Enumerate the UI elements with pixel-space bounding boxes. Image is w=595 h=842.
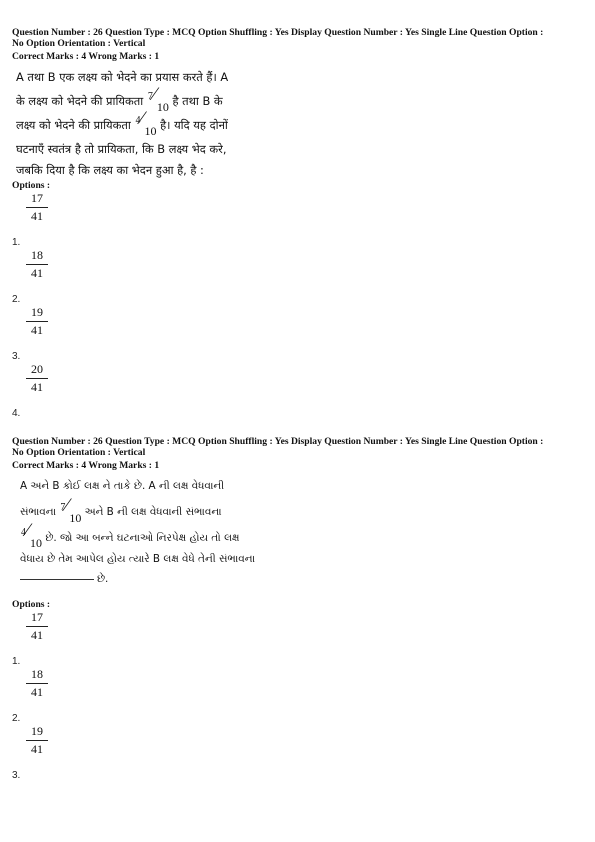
question-block-gujarati [12, 437, 586, 781]
fraction-slash: ⁄ [152, 84, 157, 106]
option-number: 3. [12, 351, 21, 363]
question-line-5 [20, 569, 282, 589]
fraction-bar [26, 321, 48, 322]
question-line-1: A અને B કોઈ લક્ષ ને તાકે છે. A ની લક્ષ વેધવાની [20, 480, 225, 493]
fraction-bar [26, 683, 48, 684]
fraction-denominator: 10 [30, 536, 42, 551]
fraction-4-10 [134, 108, 157, 139]
option-denominator: 41 [31, 266, 43, 281]
question-line-2-start: સંભાવના [20, 506, 57, 519]
fraction-bar [26, 207, 48, 208]
fraction-slash: ⁄ [140, 108, 144, 130]
question-line-5: जबकि दिया है कि लक्ष्य का भेदन हुआ है, है : [16, 163, 204, 178]
question-header-line1: Question Number : 26 Question Type : MCQ Option Shuffling : Yes Display Question Number : Yes Single Line Question Option : [12, 27, 544, 38]
option-number: 4. [12, 408, 21, 420]
option-numerator: 19 [31, 305, 43, 320]
fraction-4-10 [20, 520, 42, 551]
option-denominator: 41 [31, 742, 43, 757]
question-header-line2: No Option Orientation : Vertical [12, 446, 146, 458]
option-numerator: 20 [31, 362, 43, 377]
fraction-denominator: 10 [144, 124, 157, 139]
question-text [16, 65, 278, 180]
question-line-3-end: છે. જો આ બન્ને ઘટનાઓ નિરપેક્ષ હોય તો લક્ષ [45, 532, 240, 545]
option-numerator: 17 [31, 191, 43, 206]
question-block-hindi [12, 28, 586, 419]
option-1[interactable] [12, 610, 586, 667]
option-fraction [26, 305, 48, 337]
question-header-line1: Question Number : 26 Question Type : MCQ Option Shuffling : Yes Display Question Number : Yes Single Line Question Option : [12, 436, 544, 447]
option-number: 1. [12, 237, 21, 249]
option-denominator: 41 [31, 628, 43, 643]
option-numerator: 18 [31, 248, 43, 263]
answer-blank [20, 579, 94, 580]
question-line-3-start: लक्ष्य को भेदने की प्रायिकता [16, 118, 131, 133]
fraction-numerator: 7 [60, 502, 66, 514]
fraction-slash: ⁄ [65, 495, 69, 517]
question-marks: Correct Marks : 4 Wrong Marks : 1 [12, 460, 160, 472]
question-marks: Correct Marks : 4 Wrong Marks : 1 [12, 51, 160, 63]
option-number: 3. [12, 770, 21, 782]
option-denominator: 41 [31, 323, 43, 338]
options-label: Options : [12, 599, 51, 611]
question-line-2-start: के लक्ष्य को भेदने की प्रायिकता [16, 94, 144, 109]
fraction-denominator: 10 [156, 100, 169, 115]
question-line-1: A तथा B एक लक्ष्य को भेदने का प्रयास करते हैं। A [16, 70, 229, 85]
option-number: 1. [12, 656, 21, 668]
fraction-bar [26, 378, 48, 379]
question-line-2-end: है तथा B के [172, 94, 223, 109]
fraction-bar [26, 740, 48, 741]
question-line-3-end: है। यदि यह दोनों [160, 118, 228, 133]
fraction-numerator: 4 [21, 527, 26, 539]
fraction-denominator: 10 [69, 511, 82, 526]
question-line-4: વેધાય છે તેમ આપેલ હોય ત્યારે B લક્ષ વેધે તેની સંભાવના [20, 553, 256, 566]
option-fraction [26, 248, 48, 280]
option-fraction [26, 724, 48, 756]
question-line-5-text: છે. [97, 573, 109, 586]
option-fraction [26, 191, 48, 223]
question-line-2-end: અને B ની લક્ષ વેધવાની સંભાવના [84, 506, 222, 519]
fraction-bar [26, 264, 48, 265]
option-3[interactable] [12, 305, 586, 362]
question-header-line2: No Option Orientation : Vertical [12, 37, 146, 49]
fraction-slash: ⁄ [26, 520, 30, 542]
option-number: 2. [12, 713, 21, 725]
option-denominator: 41 [31, 209, 43, 224]
fraction-numerator: 4 [135, 115, 141, 127]
option-numerator: 17 [31, 610, 43, 625]
question-line-4: घटनाएँ स्वतंत्र है तो प्रायिकता, कि B लक्ष्य भेद करे, [16, 142, 227, 157]
option-2[interactable] [12, 667, 586, 724]
option-4[interactable] [12, 362, 586, 419]
option-fraction [26, 362, 48, 394]
fraction-numerator: 7 [147, 91, 153, 103]
option-numerator: 18 [31, 667, 43, 682]
option-1[interactable] [12, 191, 586, 248]
option-fraction [26, 667, 48, 699]
question-line-3 [20, 520, 282, 551]
option-number: 2. [12, 294, 21, 306]
option-denominator: 41 [31, 685, 43, 700]
fraction-7-10 [147, 84, 169, 115]
question-line-2 [16, 84, 278, 115]
fraction-bar [26, 626, 48, 627]
question-text [20, 474, 282, 589]
fraction-7-10 [59, 495, 82, 526]
options-label: Options : [12, 180, 51, 192]
question-line-3 [16, 108, 278, 139]
option-2[interactable] [12, 248, 586, 305]
option-3[interactable] [12, 724, 586, 781]
option-fraction [26, 610, 48, 642]
question-line-2 [20, 495, 282, 526]
option-denominator: 41 [31, 380, 43, 395]
option-numerator: 19 [31, 724, 43, 739]
